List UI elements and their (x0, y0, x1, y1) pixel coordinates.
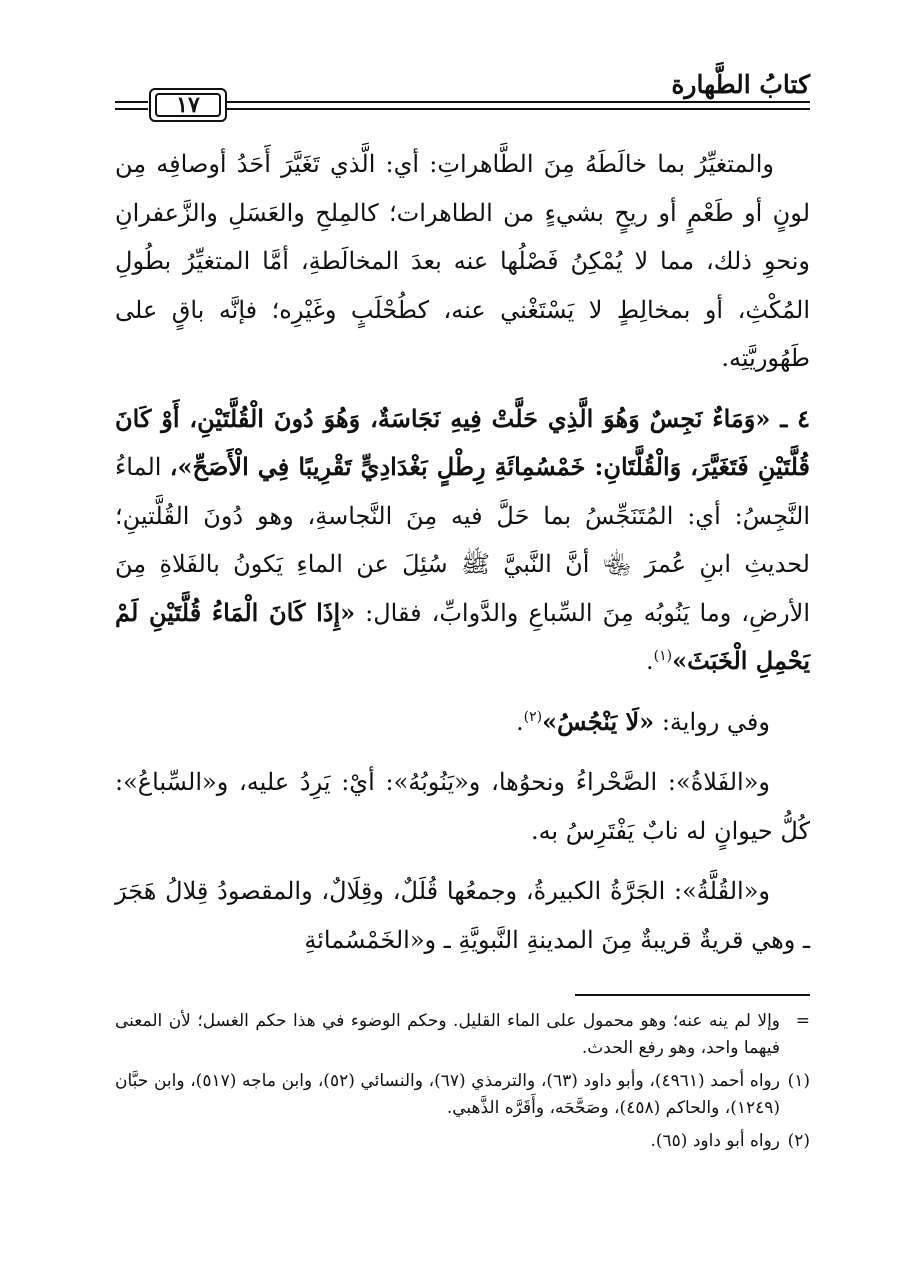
footnote-ref-1[interactable]: (١) (653, 648, 673, 664)
paragraph-1: والمتغيِّرُ بما خالَطَهُ مِنَ الطَّاهراتِ: أي: الَّذي تَغَيَّرَ أَحَدُ أوصافِه مِن لونٍ أو طَعْمٍ أو ريحٍ بشيءٍ من الطاهرات؛ كالمِلحِ والعَسَلِ والزَّعفرانِ ونحوِ ذلك، مما لا يُمْكِنُ فَصْلُها عنه بعدَ المخالَطةِ، أمَّا المتغيِّرُ بطُولِ المُكْثِ، أو بمخالِطٍ لا يَسْتَغْني عنه، كطُحْلَبٍ وغَيْرِه؛ فإنَّه باقٍ على طَهُوريَّتِه. (115, 150, 810, 372)
footnote-text: رواه أحمد (٤٩٦١)، وأبو داود (٦٣)، والترمذي (٦٧)، والنسائي (٥٢)، وابن ماجه (٥١٧)، وابن حبَّان (١٢٤٩)، والحاكم (٤٥٨)، وصَحَّحَه، وأَقَرَّه الذَّهبي. (115, 1071, 780, 1118)
paragraph-2: ٤ ـ «وَمَاءٌ نَجِسٌ وَهُوَ الَّذِي حَلَّتْ فِيهِ نَجَاسَةٌ، وَهُوَ دُونَ الْقُلَّتَيْنِ، أَوْ كَانَ قُلَّتَيْنِ فَتَغَيَّرَ، وَالْقُلَّتَانِ: خَمْسُمِائَةِ رِطْلٍ بَغْدَادِيٍّ تَقْرِيبًا فِي الْأَصَحِّ»، الماءُ النَّجِسُ: أي: المُتَنَجِّسُ بما حَلَّ فيه مِنَ النَّجاسةِ، وهو دُونَ القُلَّتينِ؛ لحديثِ ابنِ عُمرَ ﵄ أنَّ النَّبيَّ ﷺ سُئِلَ عن الماءِ يَكونُ بالفَلاةِ مِنَ الأرضِ، وما يَنُوبُه مِنَ السِّباعِ والدَّوابِّ، فقال: «إِذَا كَانَ الْمَاءُ قُلَّتَيْنِ لَمْ يَحْمِلِ الْخَبَثَ»$^{(١)}$. (115, 403, 811, 675)
footnote-separator (575, 994, 810, 996)
footnote-2 (115, 1128, 810, 1155)
footnote-1 (115, 1068, 810, 1122)
footnote-text: وإلا لم ينه عنه؛ وهو محمول على الماء القليل. وحكم الوضوء في هذا حكم الغسل؛ لأن المعنى فيهما واحد، وهو رفع الحدث. (115, 1011, 780, 1058)
footnote-marker: (٢) (787, 1131, 810, 1151)
main-text (115, 140, 810, 976)
paragraph-5: و«القُلَّةُ»: الجَرَّةُ الكبيرةُ، وجمعُها قُلَلٌ، وقِلَالٌ، والمقصودُ قِلالُ هَجَرَ ـ وهي قريةٌ قريبةٌ مِنَ المدينةِ النَّبويَّةِ ـ و«الخَمْسُمائةِ (115, 877, 810, 954)
paragraph-4: و«الفَلاةُ»: الصَّحْراءُ ونحوُها، و«يَنُوبُهُ»: أيْ: يَرِدُ عليه، و«السِّباعُ»: كُلُّ حيوانٍ له نابٌ يَفْتَرِسُ به. (115, 768, 810, 845)
header-rule-left (115, 101, 148, 110)
footnote-ref-2[interactable]: (٢) (523, 708, 543, 725)
page-number: ١٧ (155, 93, 221, 117)
footnote-continued (115, 1008, 810, 1062)
running-header-title: كتابُ الطَّهارة (671, 70, 810, 99)
footnotes (115, 1008, 810, 1161)
matn-bold-text: ٤ ـ «وَمَاءٌ نَجِسٌ وَهُوَ الَّذِي حَلَّتْ فِيهِ نَجَاسَةٌ، وَهُوَ دُونَ الْقُلَّتَيْنِ، أَوْ كَانَ قُلَّتَيْنِ فَتَغَيَّرَ، وَالْقُلَّتَانِ: خَمْسُمِائَةِ رِطْلٍ بَغْدَادِيٍّ تَقْرِيبًا فِي الْأَصَحِّ»، (115, 403, 811, 481)
page-number-frame (149, 88, 227, 122)
footnote-marker: (١) (787, 1071, 810, 1091)
commentary-text: الماءُ النَّجِسُ: أي: المُتَنَجِّسُ بما حَلَّ فيه مِنَ النَّجاسةِ، وهو دُونَ القُلَّتينِ؛ لحديثِ ابنِ عُمرَ ﵄ أنَّ النَّبيَّ ﷺ سُئِلَ عن الماءِ يَكونُ بالفَلاةِ مِنَ الأرضِ، وما يَنُوبُه مِنَ السِّباعِ والدَّوابِّ، فقال: (115, 453, 811, 627)
footnote-marker: = (795, 1011, 810, 1031)
riwaya-intro: وفي رواية: (654, 707, 770, 736)
header-rule-right (227, 101, 810, 110)
hadith-quote-2: «لَا يَنْجُسُ» (542, 706, 655, 736)
footnote-text: رواه أبو داود (٦٥). (650, 1131, 780, 1151)
paragraph-3: وفي رواية: «لَا يَنْجُسُ»$^{(٢)}$. (516, 706, 770, 736)
hadith-quote: «إِذَا كَانَ الْمَاءُ قُلَّتَيْنِ لَمْ يَحْمِلِ الْخَبَثَ» (115, 597, 810, 675)
